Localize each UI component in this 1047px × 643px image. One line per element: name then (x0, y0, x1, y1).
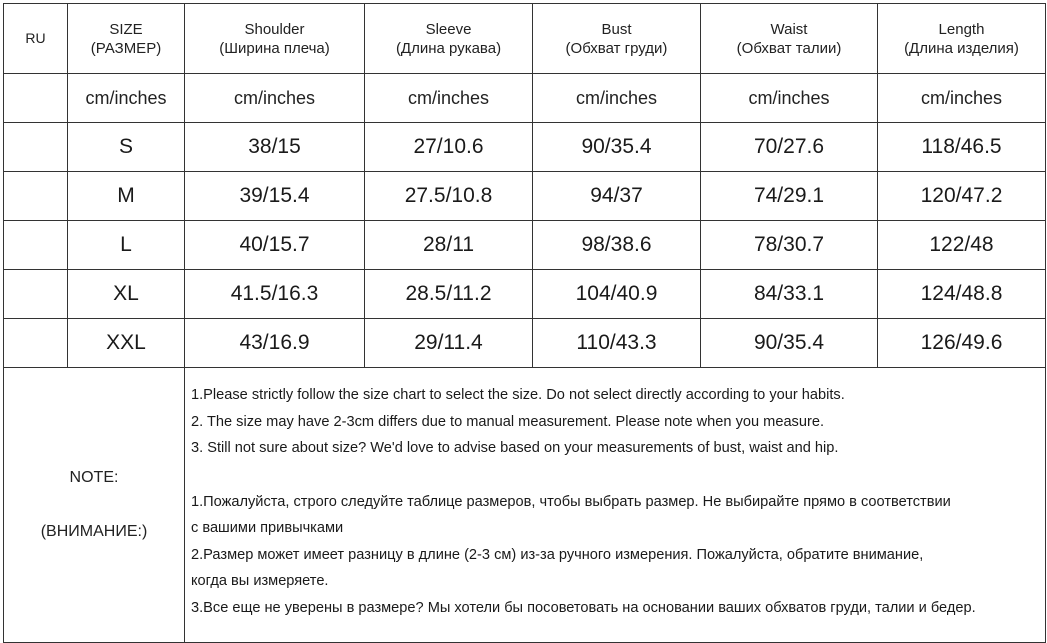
header-waist-en: Waist (770, 20, 808, 38)
header-size (68, 4, 185, 74)
note-ru-line: 1.Пожалуйста, строго следуйте таблице размеров, чтобы выбрать размер. Не выбирайте прямо в соответствии (191, 493, 951, 510)
sleeve-cell: 27/10.6 (365, 123, 533, 172)
size-table (3, 3, 1046, 643)
note-en-line: 3. Still not sure about size? We'd love to advise based on your measurements of bust, waist and hip. (191, 440, 839, 456)
header-bust-ru: (Обхват груди) (565, 39, 668, 57)
bust-cell: 98/38.6 (533, 221, 701, 270)
size-cell: XXL (68, 319, 185, 368)
row-empty-cell (4, 172, 68, 221)
note-ru-line: 2.Размер может имеет разницу в длине (2-3 см) из-за ручного измерения. Пожалуйста, обратите внимание, (191, 546, 924, 563)
header-shoulder-ru: (Ширина плеча) (219, 39, 330, 57)
length-cell: 126/49.6 (878, 319, 1046, 368)
length-cell: 124/48.8 (878, 270, 1046, 319)
table-row (4, 270, 1046, 319)
units-empty-cell (4, 74, 68, 123)
unit-cell: cm/inches (701, 74, 878, 123)
header-sleeve-en: Sleeve (425, 20, 472, 38)
header-shoulder-en: Shoulder (244, 20, 305, 38)
header-bust-en: Bust (601, 20, 632, 38)
sleeve-cell: 28/11 (365, 221, 533, 270)
note-label (4, 368, 185, 643)
header-row (4, 4, 1046, 74)
header-length-ru: (Длина изделия) (904, 39, 1019, 57)
row-empty-cell (4, 270, 68, 319)
length-cell: 120/47.2 (878, 172, 1046, 221)
note-text (185, 368, 1046, 643)
sleeve-cell: 27.5/10.8 (365, 172, 533, 221)
header-sleeve-ru: (Длина рукава) (395, 39, 502, 57)
units-row (4, 74, 1046, 123)
table-row (4, 123, 1046, 172)
header-size-en: SIZE (109, 20, 143, 38)
bust-cell: 104/40.9 (533, 270, 701, 319)
table-row (4, 319, 1046, 368)
header-length-en: Length (938, 20, 985, 38)
note-label-en: NOTE: (69, 469, 119, 486)
note-ru-line: 3.Все еще не уверены в размере? Мы хотели бы посоветовать на основании ваших обхватов груди, талии и бедер. (191, 599, 976, 616)
header-sleeve (365, 4, 533, 74)
unit-cell: cm/inches (185, 74, 365, 123)
waist-cell: 84/33.1 (701, 270, 878, 319)
row-empty-cell (4, 123, 68, 172)
table-row (4, 172, 1046, 221)
bust-cell: 110/43.3 (533, 319, 701, 368)
waist-cell: 74/29.1 (701, 172, 878, 221)
row-empty-cell (4, 319, 68, 368)
unit-cell: cm/inches (365, 74, 533, 123)
note-row (4, 368, 1046, 643)
bust-cell: 90/35.4 (533, 123, 701, 172)
header-waist (701, 4, 878, 74)
header-bust (533, 4, 701, 74)
unit-cell: cm/inches (878, 74, 1046, 123)
size-cell: M (68, 172, 185, 221)
note-ru-line: с вашими привычками (191, 520, 344, 536)
header-length (878, 4, 1046, 74)
shoulder-cell: 39/15.4 (185, 172, 365, 221)
size-cell: L (68, 221, 185, 270)
header-size-ru: (РАЗМЕР) (90, 39, 162, 57)
waist-cell: 90/35.4 (701, 319, 878, 368)
unit-cell: cm/inches (68, 74, 185, 123)
shoulder-cell: 43/16.9 (185, 319, 365, 368)
shoulder-cell: 40/15.7 (185, 221, 365, 270)
length-cell: 118/46.5 (878, 123, 1046, 172)
note-en-line: 2. The size may have 2-3cm differs due to manual measurement. Please note when you measure. (191, 413, 825, 430)
size-cell: XL (68, 270, 185, 319)
waist-cell: 70/27.6 (701, 123, 878, 172)
header-shoulder (185, 4, 365, 74)
unit-cell: cm/inches (533, 74, 701, 123)
size-cell: S (68, 123, 185, 172)
header-ru: RU (4, 4, 68, 74)
note-ru-line: когда вы измеряете. (191, 573, 329, 589)
row-empty-cell (4, 221, 68, 270)
sleeve-cell: 29/11.4 (365, 319, 533, 368)
waist-cell: 78/30.7 (701, 221, 878, 270)
sleeve-cell: 28.5/11.2 (365, 270, 533, 319)
shoulder-cell: 41.5/16.3 (185, 270, 365, 319)
header-waist-ru: (Обхват талии) (736, 39, 842, 57)
shoulder-cell: 38/15 (185, 123, 365, 172)
bust-cell: 94/37 (533, 172, 701, 221)
length-cell: 122/48 (878, 221, 1046, 270)
note-label-ru: (ВНИМАНИЕ:) (40, 523, 148, 540)
note-en-line: 1.Please strictly follow the size chart to select the size. Do not select directly according to your habits. (191, 387, 845, 403)
table-row (4, 221, 1046, 270)
